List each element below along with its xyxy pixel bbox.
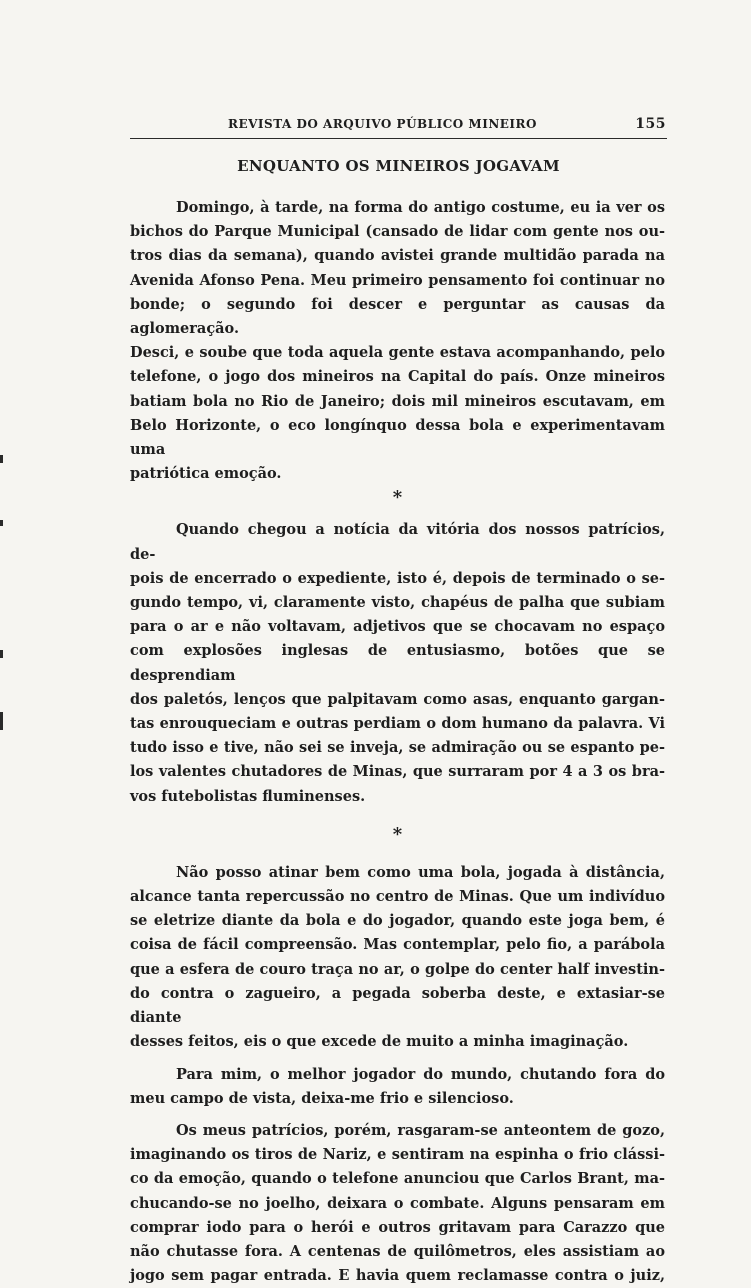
paragraph-2: [130, 518, 665, 808]
text-line: alcance tanta repercussão no centro de Minas. Que um indivíduo: [130, 888, 665, 906]
text-line: desses feitos, eis o que excede de muito a minha imaginação.: [130, 1033, 629, 1051]
text-line: gundo tempo, vi, claramente visto, chapéus de palha que subiam: [130, 594, 665, 612]
text-line: com explosões inglesas de entusiasmo, botões que se desprendiam: [130, 642, 665, 684]
text-line: Belo Horizonte, o eco longínquo dessa bola e experimentavam uma: [130, 416, 665, 459]
section-separator: *: [392, 487, 403, 509]
text-line: do contra o zagueiro, a pegada soberba deste, e extasiar-se diante: [130, 984, 665, 1027]
text-line: telefone, o jogo dos mineiros na Capital do país. Onze mineiros: [130, 368, 665, 386]
text-line: patriótica emoção.: [130, 465, 282, 483]
section-separator: *: [392, 823, 403, 845]
text-line: batiam bola no Rio de Janeiro; dois mil mineiros escutavam, em: [130, 392, 665, 410]
text-line: imaginando os tiros de Nariz, e sentiram na espinha o frio clássi-: [130, 1146, 665, 1164]
scan-edge-mark: [0, 650, 3, 658]
text-line: Não posso atinar bem como uma bola, jogada à distância,: [176, 863, 665, 881]
text-line: chucando-se no joelho, deixara o combate. Alguns pensaram em: [130, 1194, 665, 1212]
text-line: que a esfera de couro traça no ar, o golpe do center half investin-: [130, 960, 665, 978]
text-line: Para mim, o melhor jogador do mundo, chutando fora do: [176, 1065, 665, 1083]
header-rule: [130, 138, 667, 139]
text-line: não chutasse fora. A centenas de quilômetros, eles assistiam ao: [130, 1242, 665, 1260]
running-header: [130, 117, 666, 135]
text-line: comprar iodo para o herói e outros gritavam para Carazzo que: [130, 1218, 665, 1236]
text-line: meu campo de vista, deixa-me frio e silencioso.: [130, 1089, 514, 1107]
scan-edge-mark: [0, 520, 3, 526]
page-number: 155: [635, 116, 666, 132]
text-line: Domingo, à tarde, na forma do antigo costume, eu ia ver os: [176, 199, 665, 216]
text-line: para o ar e não voltavam, adjetivos que se chocavam no espaço: [130, 618, 665, 636]
text-line: bonde; o segundo foi descer e perguntar as causas da aglomeração.: [130, 295, 665, 338]
scan-edge-mark: [0, 455, 3, 463]
text-line: tas enrouqueciam e outras perdiam o dom humano da palavra. Vi: [130, 715, 665, 733]
text-line: vos futebolistas fluminenses.: [130, 787, 366, 805]
text-line: Desci, e soube que toda aquela gente estava acompanhando, pelo: [130, 344, 665, 362]
text-line: dos paletós, lenços que palpitavam como asas, enquanto gargan-: [130, 690, 665, 708]
text-line: coisa de fácil compreensão. Mas contemplar, pelo fio, a parábola: [130, 936, 665, 954]
paragraph-4: [130, 1063, 665, 1111]
text-line: tros dias da semana), quando avistei grande multidão parada na: [130, 247, 665, 265]
article-body: [130, 196, 665, 1288]
text-line: los valentes chutadores de Minas, que surraram por 4 a 3 os bra-: [130, 763, 665, 781]
scan-edge-mark: [0, 712, 3, 730]
text-line: pois de encerrado o expediente, isto é, depois de terminado o se-: [130, 569, 665, 587]
paragraph-5: [130, 1119, 665, 1288]
running-title: REVISTA DO ARQUIVO PÚBLICO MINEIRO: [228, 117, 537, 131]
text-line: jogo sem pagar entrada. E havia quem reclamasse contra o juiz,: [130, 1267, 665, 1285]
text-line: Os meus patrícios, porém, rasgaram-se anteontem de gozo,: [176, 1121, 665, 1139]
paragraph-1: [130, 196, 665, 486]
text-line: tudo isso e tive, não sei se inveja, se admiração ou se espanto pe-: [130, 739, 665, 757]
text-line: bichos do Parque Municipal (cansado de lidar com gente nos ou-: [130, 223, 665, 241]
text-line: co da emoção, quando o telefone anunciou que Carlos Brant, ma-: [130, 1170, 665, 1188]
text-line: se eletrize diante da bola e do jogador, quando este joga bem, é: [130, 912, 665, 930]
text-line: Quando chegou a notícia da vitória dos nossos patrícios, de-: [130, 521, 665, 563]
article-title: ENQUANTO OS MINEIROS JOGAVAM: [237, 157, 560, 175]
paragraph-3: [130, 861, 665, 1055]
text-line: Avenida Afonso Pena. Meu primeiro pensamento foi continuar no: [130, 271, 665, 289]
